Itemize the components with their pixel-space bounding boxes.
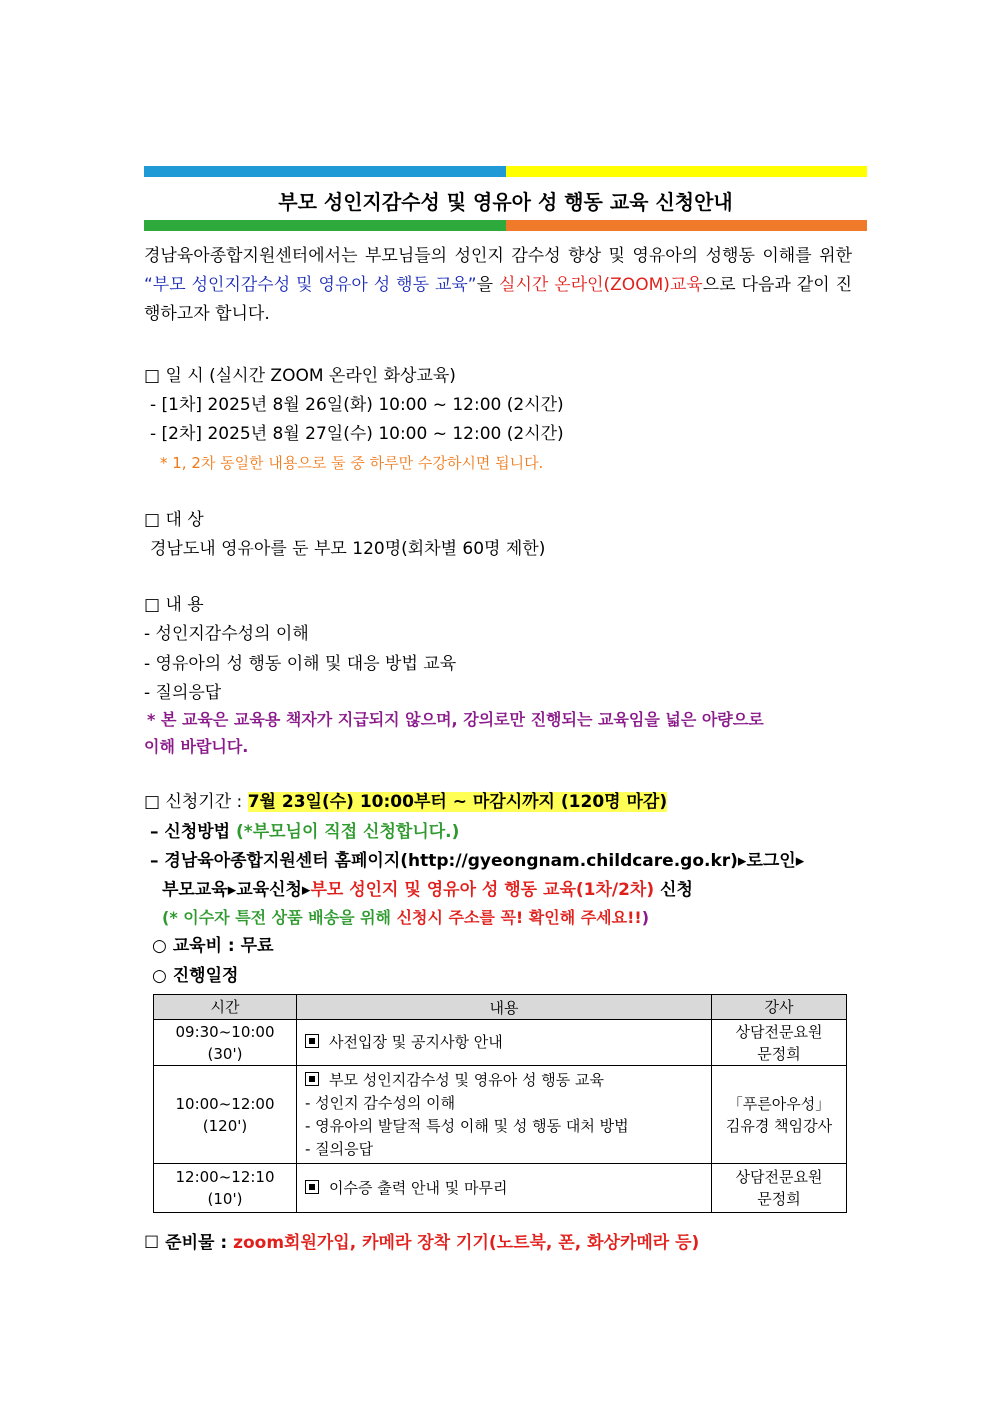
- schedule-heading: □ 일 시 (실시간 ZOOM 온라인 화상교육): [144, 366, 456, 386]
- row-content-sub: - 성인지 감수성의 이해: [305, 1093, 456, 1112]
- content-heading: □ 내 용: [144, 595, 204, 615]
- table-header-row: [154, 995, 847, 1020]
- apply-method-label: – 신청방법: [150, 822, 237, 842]
- bottom-bar-left: [144, 220, 506, 231]
- instructor-name: 문정희: [757, 1044, 801, 1063]
- intro-program-name: “부모 성인지감수성 및 영유아 성 행동 교육”: [144, 275, 477, 295]
- intro-part1: 경남육아종합지원센터에서는 부모님들의 성인지 감수성 향상 및 영유아의 성행동 이해를 위한: [144, 246, 852, 266]
- row-time: [154, 1066, 297, 1164]
- row-time: [154, 1020, 297, 1066]
- row-duration: (120'): [202, 1116, 248, 1135]
- table-header-content: 내용: [297, 995, 712, 1020]
- apply-path-line1: – 경남육아종합지원센터 홈페이지(http://gyeongnam.childcare.go.kr)▸로그인▸: [150, 851, 805, 871]
- apply-path-program: 부모 성인지 및 영유아 성 행동 교육(1차/2차): [310, 880, 655, 900]
- table-row: [154, 1066, 847, 1164]
- apply-period: [144, 787, 667, 812]
- instructor-org: 「푸른아우성」: [727, 1094, 831, 1113]
- top-bar-left: [144, 166, 506, 177]
- schedule-label: ○ 진행일정: [152, 966, 239, 986]
- row-content-sub: - 질의응답: [305, 1139, 374, 1158]
- instructor-name: 김유경 책임강사: [725, 1116, 833, 1135]
- prep-line: [144, 1228, 699, 1253]
- prep-items: zoom회원가입, 카메라 장착 기기(노트북, 폰, 화상카메라 등): [233, 1233, 700, 1253]
- session-2: - [2차] 2025년 8월 27일(수) 10:00 ~ 12:00 (2시간): [150, 424, 564, 444]
- top-bar-right: [506, 166, 867, 177]
- apply-path-menu: 부모교육▸교육신청▸: [162, 880, 311, 900]
- content-item: - 성인지감수성의 이해: [144, 624, 309, 644]
- intro-part2: 을: [476, 275, 500, 295]
- table-header-time: 시간: [154, 995, 297, 1020]
- row-content: [297, 1020, 712, 1066]
- apply-period-label: □ 신청기간 :: [144, 792, 248, 812]
- table-row: [154, 1164, 847, 1213]
- content-item: - 영유아의 성 행동 이해 및 대응 방법 교육: [144, 654, 457, 674]
- apply-period-value: 7월 23일(수) 10:00부터 ~ 마감시까지 (120명 마감): [247, 792, 668, 812]
- gift-note: [162, 905, 649, 928]
- page-title: 부모 성인지감수성 및 영유아 성 행동 교육 신청안내: [278, 190, 733, 214]
- content-note-line2: 이해 바랍니다.: [144, 737, 249, 756]
- instructor-title: 상담전문요원: [735, 1022, 823, 1041]
- row-duration: (10'): [207, 1190, 243, 1208]
- content-note-line1: * 본 교육은 교육용 책자가 지급되지 않으며, 강의로만 진행되는 교육임을 넓은 아량으로: [147, 710, 764, 729]
- fee-text: ○ 교육비 : 무료: [152, 936, 274, 956]
- gift-note-c: ): [641, 908, 649, 927]
- row-duration: (30'): [207, 1044, 243, 1063]
- row-time-range: 12:00~12:10: [175, 1168, 275, 1186]
- row-content-sub: - 영유아의 발달적 특성 이해 및 성 행동 대처 방법: [305, 1116, 629, 1135]
- intro-part3: 으로 다음과 같이 진행하고자 합니다.: [144, 275, 853, 324]
- apply-method-note: (*부모님이 직접 신청합니다.): [236, 822, 460, 842]
- session-note: * 1, 2차 동일한 내용으로 둘 중 하루만 수강하시면 됩니다.: [160, 454, 544, 472]
- schedule-table: [153, 994, 847, 1213]
- session-1: - [1차] 2025년 8월 26일(화) 10:00 ~ 12:00 (2시간): [150, 395, 564, 415]
- row-time-range: 09:30~10:00: [175, 1022, 275, 1041]
- instructor-title: 상담전문요원: [735, 1168, 823, 1186]
- checkbox-icon: [305, 1072, 319, 1086]
- row-instructor: [712, 1066, 847, 1164]
- table-header-instructor: 강사: [712, 995, 847, 1020]
- checkbox-icon: [305, 1180, 319, 1194]
- apply-path-line2: [162, 875, 693, 900]
- row-content: [297, 1066, 712, 1164]
- checkbox-icon: [305, 1034, 319, 1048]
- row-instructor: [712, 1020, 847, 1066]
- instructor-name: 문정희: [757, 1190, 801, 1208]
- table-row: [154, 1020, 847, 1066]
- target-heading: □ 대 상: [144, 510, 204, 530]
- row-content-text: 부모 성인지감수성 및 영유아 성 행동 교육: [329, 1070, 604, 1089]
- gift-note-a: (* 이수자 특전 상품 배송을 위해: [162, 908, 397, 927]
- intro-online: 실시간 온라인(ZOOM)교육: [499, 275, 703, 295]
- row-time-range: 10:00~12:00: [175, 1094, 275, 1113]
- apply-path-suffix: 신청: [654, 880, 693, 900]
- apply-method: [150, 817, 459, 842]
- target-text: 경남도내 영유아를 둔 부모 120명(회차별 60명 제한): [150, 539, 546, 559]
- prep-label: ☐ 준비물 :: [144, 1233, 234, 1253]
- row-content-text: 사전입장 및 공지사항 안내: [329, 1033, 503, 1051]
- intro-paragraph: [144, 242, 852, 329]
- row-content: [297, 1164, 712, 1213]
- bottom-bar-right: [506, 220, 867, 231]
- row-instructor: [712, 1164, 847, 1213]
- row-content-text: 이수증 출력 안내 및 마무리: [329, 1178, 508, 1197]
- gift-note-b: 신청시 주소를 꼭! 확인해 주세요!!: [396, 908, 642, 927]
- row-time: [154, 1164, 297, 1213]
- content-item: - 질의응답: [144, 683, 222, 703]
